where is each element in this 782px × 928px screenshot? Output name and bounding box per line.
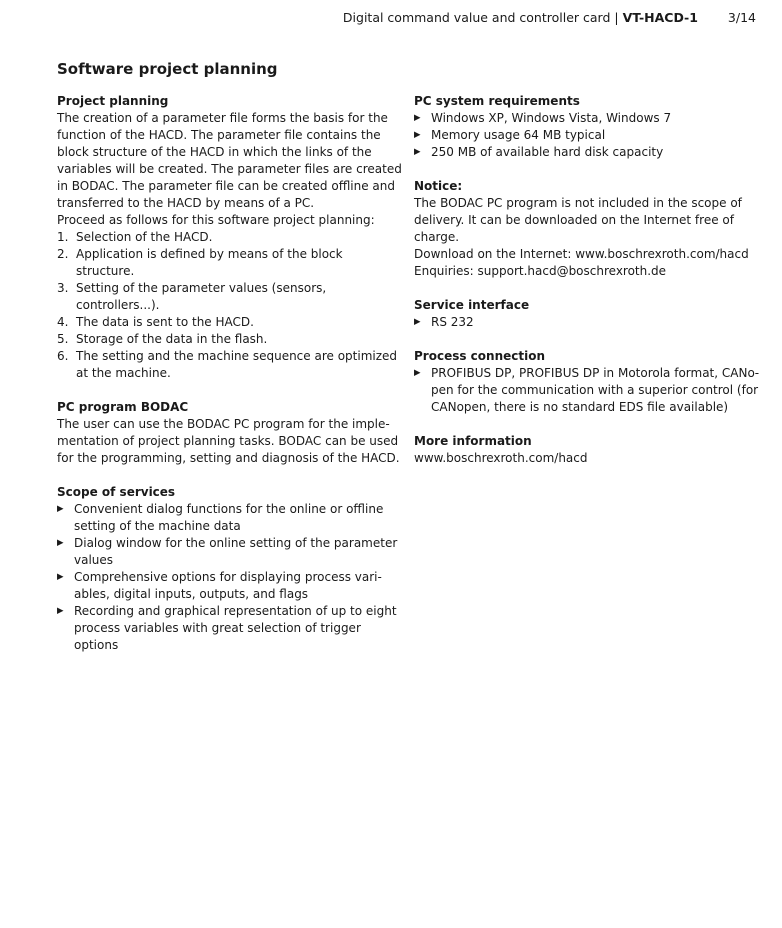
list-item	[57, 280, 402, 314]
list-item	[57, 229, 402, 246]
left-column	[57, 93, 402, 671]
step-text: Storage of the data in the flash.	[76, 332, 268, 346]
list-item: ▶ 250 MB of available hard disk capacity	[414, 144, 764, 161]
more-information-section	[414, 433, 764, 467]
list-item	[57, 246, 402, 280]
page-header	[0, 10, 756, 26]
list-item: ▶ Dialog window for the online setting of the parameter values	[57, 535, 402, 569]
list-item: ▶ Memory usage 64 MB typical	[414, 127, 764, 144]
document-title: Digital command value and controller card |	[342, 10, 619, 25]
page-title: Software project planning	[57, 60, 278, 78]
list-item: ▶ PROFIBUS DP, PROFIBUS DP in Motorola format, CANopen for the communication with a superior control (for CANopen, there is no standard EDS file available)	[414, 365, 764, 416]
paragraph: The user can use the BODAC PC program for the implementation of project planning tasks. BODAC can be used for the programming, setting and diagnosis of the HACD.	[57, 417, 400, 465]
list-item	[57, 331, 402, 348]
bullet-list	[57, 501, 402, 654]
process-connection-section	[414, 348, 764, 416]
section-heading: Notice:	[414, 179, 463, 193]
step-number: 2.	[57, 247, 69, 261]
step-number: 1.	[57, 230, 69, 244]
step-number: 3.	[57, 281, 69, 295]
bullet-list	[414, 314, 764, 331]
list-item	[57, 314, 402, 331]
section-heading: More information	[414, 434, 532, 448]
step-text: The data is sent to the HACD.	[76, 315, 254, 329]
step-number: 4.	[57, 315, 69, 329]
step-text: Application is defined by means of the block structure.	[76, 247, 343, 278]
step-number: 6.	[57, 349, 69, 363]
service-interface-section	[414, 297, 764, 331]
section-heading: Scope of services	[57, 485, 176, 499]
notice-section	[414, 178, 764, 280]
list-item: ▶ Comprehensive options for displaying process variables, digital inputs, outputs, and flags	[57, 569, 402, 603]
section-heading: Service interface	[414, 298, 530, 312]
step-text: Setting of the parameter values (sensors, controllers...).	[76, 281, 327, 312]
section-heading: Process connection	[414, 349, 546, 363]
list-item: ▶ RS 232	[414, 314, 764, 331]
paragraph: Proceed as follows for this software project planning:	[57, 213, 375, 227]
more-info-link-text: www.boschrexroth.com/hacd	[414, 451, 588, 465]
right-column	[414, 93, 764, 484]
bullet-list	[414, 110, 764, 161]
download-link-text: Download on the Internet: www.boschrexroth.com/hacd	[414, 247, 749, 261]
bullet-list	[414, 365, 764, 416]
project-planning-section	[57, 93, 402, 382]
scope-section	[57, 484, 402, 654]
step-text: Selection of the HACD.	[76, 230, 213, 244]
list-item	[57, 348, 402, 382]
pc-program-section	[57, 399, 402, 467]
steps-list	[57, 229, 402, 382]
paragraph: The creation of a parameter file forms the basis for the function of the HACD. The parameter file contains the block structure of the HACD in which the links of the variables will be created. The parameter files are created in BODAC. The parameter file can be created offline and transferred to the HACD by means of a PC.	[57, 111, 402, 210]
step-number: 5.	[57, 332, 69, 346]
section-heading: PC program BODAC	[57, 400, 189, 414]
list-item: ▶ Recording and graphical representation of up to eight process variables with great selection of trigger options	[57, 603, 402, 654]
enquiries-email-text: Enquiries: support.hacd@boschrexroth.de	[414, 264, 667, 278]
step-text: The setting and the machine sequence are optimized at the machine.	[76, 349, 398, 380]
section-heading: Project planning	[57, 94, 169, 108]
paragraph: The BODAC PC program is not included in the scope of delivery. It can be downloaded on the Internet free of charge.	[414, 196, 742, 244]
section-heading: PC system requirements	[414, 94, 580, 108]
list-item: ▶ Convenient dialog functions for the online or offline setting of the machine data	[57, 501, 402, 535]
pc-requirements-section	[414, 93, 764, 161]
page-number: 3/14	[727, 10, 756, 25]
model-number: VT-HACD-1	[622, 10, 698, 25]
list-item: ▶ Windows XP, Windows Vista, Windows 7	[414, 110, 764, 127]
